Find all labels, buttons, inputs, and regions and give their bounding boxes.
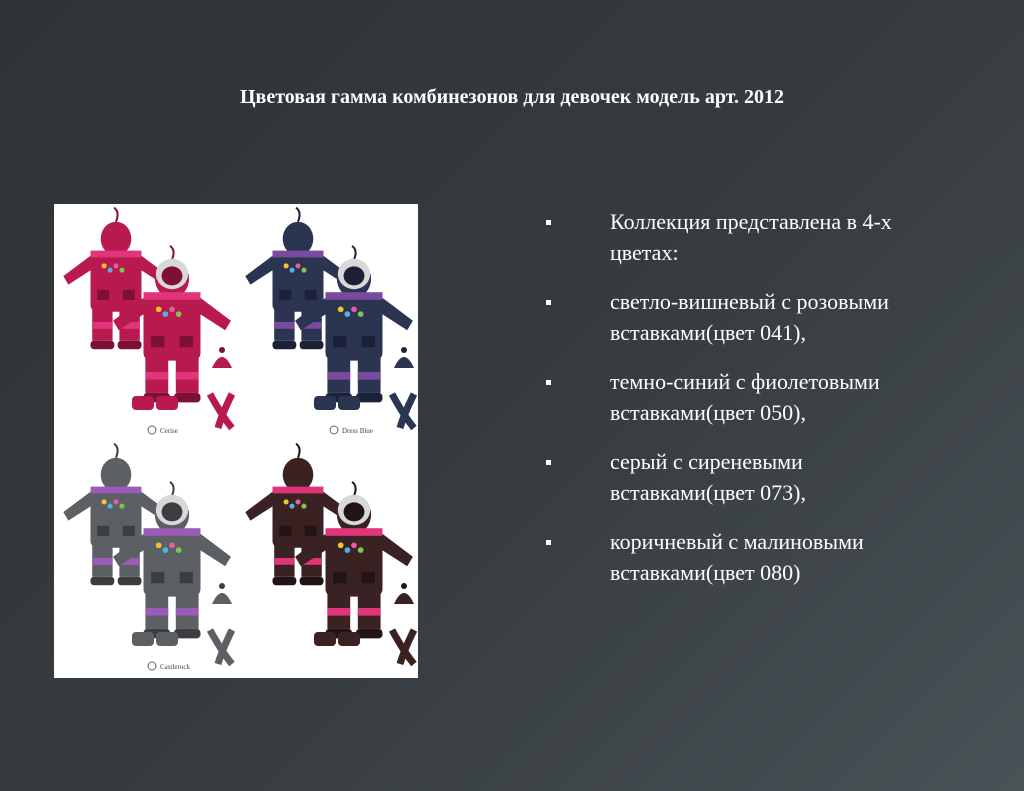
bullet-item: Коллекция представлена в 4-х цветах: (540, 206, 940, 268)
bullet-icon (546, 460, 551, 465)
variant-illustration (245, 208, 414, 435)
bullet-item: коричневый с малиновыми вставками(цвет 080) (540, 526, 940, 588)
variant-label: Castlerock (160, 663, 190, 671)
swatch-icon (330, 426, 338, 434)
variant-illustration (63, 208, 232, 435)
variant-label: Dress Blue (342, 427, 373, 435)
bullet-icon (546, 380, 551, 385)
variant-label: Cerise (160, 427, 178, 435)
bullet-list (540, 206, 940, 606)
swatch-icon (148, 426, 156, 434)
bullet-item: светло-вишневый с розовыми вставками(цвет 041), (540, 286, 940, 348)
product-illustration (54, 204, 418, 678)
slide-title: Цветовая гамма комбинезонов для девочек модель арт. 2012 (239, 86, 784, 108)
bullet-item: темно-синий с фиолетовыми вставками(цвет 050), (540, 366, 940, 428)
variant-illustration (63, 444, 232, 671)
bullet-item: серый с сиреневыми вставками(цвет 073), (540, 446, 940, 508)
bullet-icon (546, 300, 551, 305)
bullet-icon (546, 220, 551, 225)
bullet-icon (546, 540, 551, 545)
variant-illustration (245, 444, 414, 664)
swatch-icon (148, 662, 156, 670)
product-photo (54, 204, 418, 678)
